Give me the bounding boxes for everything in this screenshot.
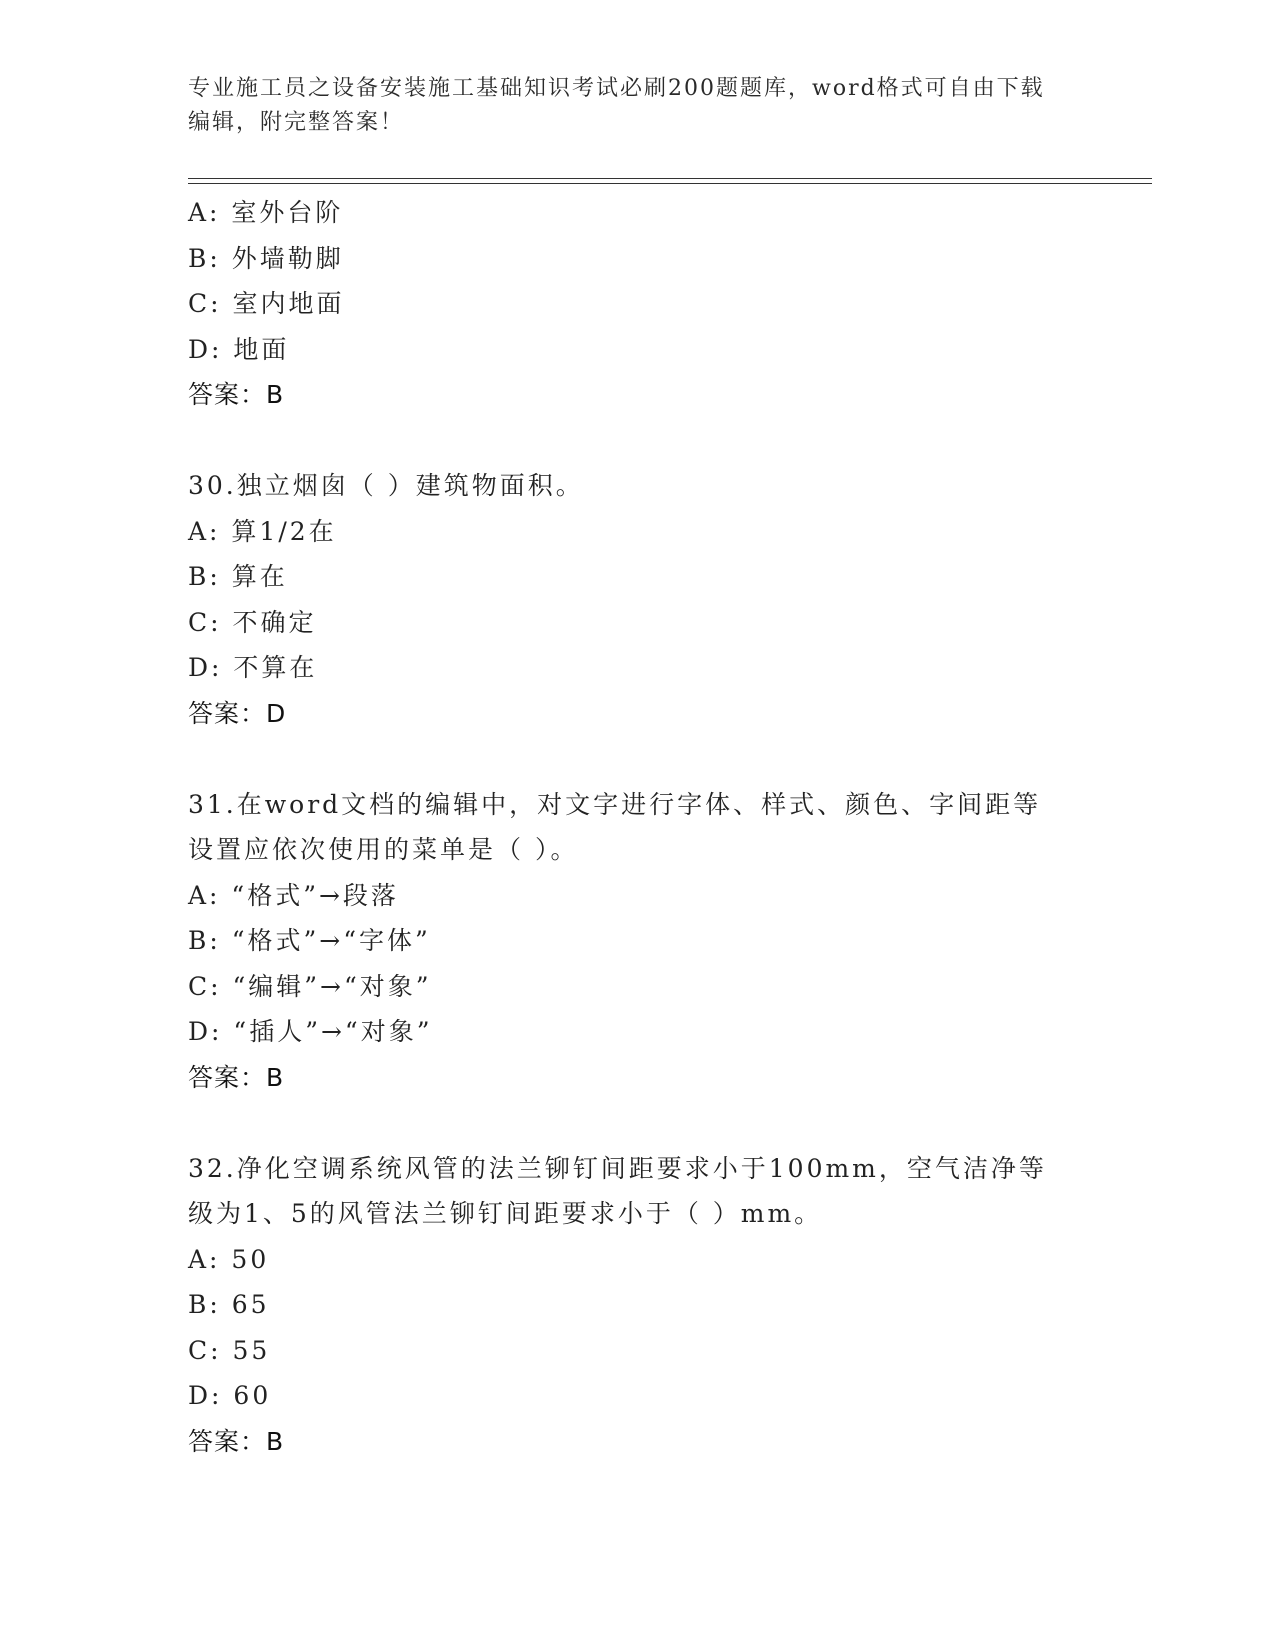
question-text: 31.在word文档的编辑中，对文字进行字体、样式、颜色、字间距等设置应依次使用的菜单是（ ）。 (188, 789, 1042, 864)
option-a: A: 50 (188, 1244, 270, 1274)
option-b: B: 算在 (188, 562, 288, 591)
option-b: B: 外墙勒脚 (188, 243, 344, 273)
option-c: C: 室内地面 (188, 289, 345, 318)
question-block-32 (188, 1146, 1068, 1465)
answer-line: 答案：B (188, 1426, 285, 1456)
option-c: C: 55 (188, 1335, 271, 1365)
option-b: B: “格式”→“字体” (188, 926, 431, 955)
question-block-30 (188, 463, 1068, 736)
option-d: D: 60 (188, 1381, 272, 1410)
option-d: D: “插人”→“对象” (188, 1017, 433, 1046)
option-d: D: 地面 (188, 334, 290, 364)
question-list (188, 190, 1068, 1464)
option-b: B: 65 (188, 1290, 270, 1319)
question-text: 30.独立烟囱（ ）建筑物面积。 (188, 471, 584, 500)
block-spacer (188, 736, 1068, 782)
question-block-29 (188, 190, 1068, 418)
option-d: D: 不算在 (188, 653, 318, 682)
question-block-31 (188, 782, 1068, 1101)
option-c: C: “编辑”→“对象” (188, 971, 432, 1001)
option-a: A: 算1/2在 (188, 516, 337, 546)
block-spacer (188, 418, 1068, 464)
document-header: 专业施工员之设备安装施工基础知识考试必刷200题题库，word格式可自由下载编辑，附完整答案！ (188, 76, 1045, 135)
option-a: A: “格式”→段落 (188, 880, 399, 910)
answer-line: 答案：B (188, 380, 285, 409)
header-rule-top (188, 178, 1152, 179)
answer-line: 答案：D (188, 698, 287, 728)
header-rule-bottom (188, 183, 1152, 184)
block-spacer (188, 1100, 1068, 1146)
option-a: A: 室外台阶 (188, 198, 344, 227)
answer-line: 答案：B (188, 1062, 285, 1092)
question-text: 32.净化空调系统风管的法兰铆钉间距要求小于100mm，空气洁净等级为1、5的风管法兰铆钉间距要求小于（ ）mm。 (188, 1153, 1047, 1228)
option-c: C: 不确定 (188, 607, 317, 637)
